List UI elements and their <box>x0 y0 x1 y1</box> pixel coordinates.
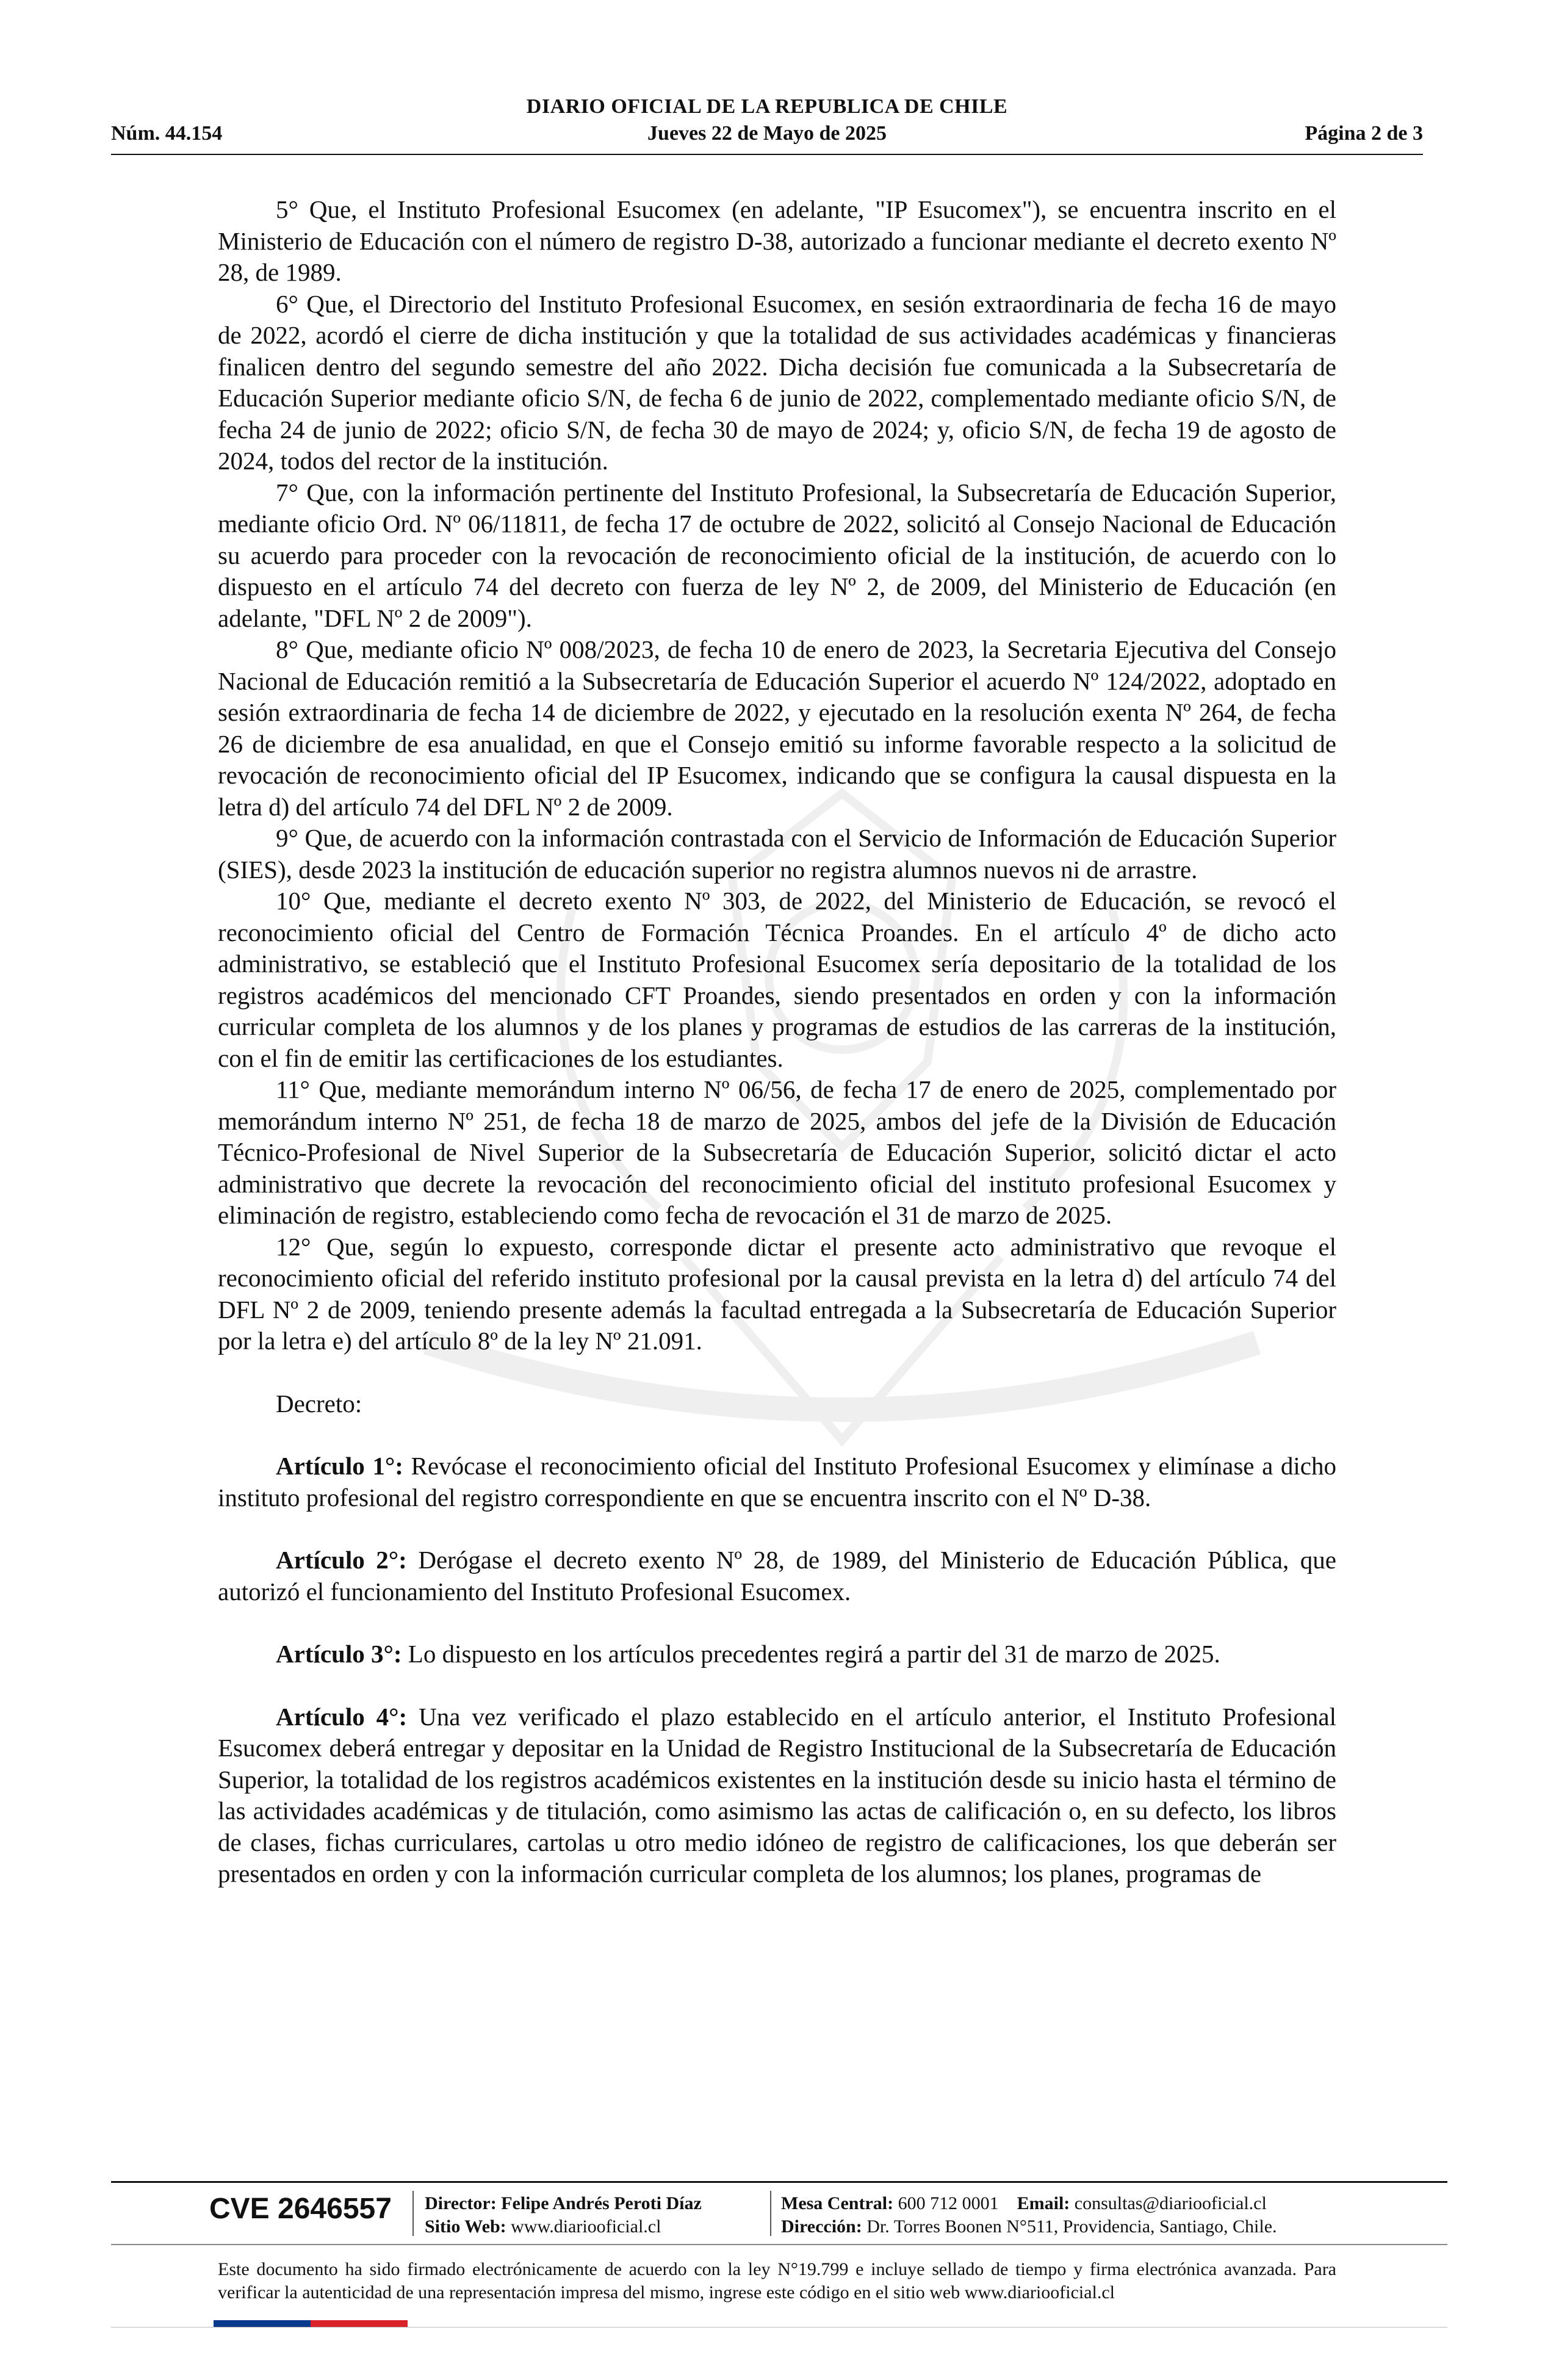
email-link[interactable]: consultas@diariooficial.cl <box>1074 2193 1267 2213</box>
document-body <box>218 194 1336 1890</box>
director-label: Director: <box>425 2193 497 2213</box>
considerando-7: 7° Que, con la información pertinente del Instituto Profesional, la Subsecretaría de Educación Superior, mediante oficio Ord. Nº 06/11811, de fecha 17 de octubre de 2022, solicitó al Consejo Nacional de Educación su acuerdo para proceder con la revocación de reconocimiento oficial de la institución, de acuerdo con lo dispuesto en el artículo 74 del decreto con fuerza de ley Nº 2, de 2009, del Ministerio de Educación (en adelante, "DFL Nº 2 de 2009"). <box>218 478 1336 632</box>
considerando-11: 11° Que, mediante memorándum interno Nº 06/56, de fecha 17 de enero de 2025, complementado por memorándum interno Nº 251, de fecha 18 de marzo de 2025, ambos del jefe de la División de Educación Técnico-Profesional de Nivel Superior de la Subsecretaría de Educación Superior, solicitó dictar el acto administrativo que decrete la revocación del reconocimiento oficial del instituto profesional Esucomex y eliminación de registro, estableciendo como fecha de revocación el 31 de marzo de 2025. <box>218 1075 1336 1229</box>
decreto-label: Decreto: <box>276 1389 362 1418</box>
article-4 <box>218 1701 1336 1890</box>
cve-code: CVE 2646557 <box>209 2193 392 2225</box>
considerando-10: 10° Que, mediante el decreto exento Nº 303, de 2022, del Ministerio de Educación, se revocó el reconocimiento oficial del Centro de Formación Técnica Proandes. En el artículo 4º de dicho acto administrativo, se estableció que el Instituto Profesional Esucomex sería depositario de la totalidad de los registros académicos del mencionado CFT Proandes, siendo presentados en orden y con la información curricular completa de los alumnos y de los planes y programas de estudios de las carreras de la institución, con el fin de emitir las certificaciones de los estudiantes. <box>218 887 1336 1072</box>
header-divider <box>111 154 1423 155</box>
article-3-text: Lo dispuesto en los artículos precedentes regirá a partir del 31 de marzo de 2025. <box>408 1640 1220 1668</box>
director-name: Felipe Andrés Peroti Díaz <box>501 2193 702 2213</box>
footer-divider-top <box>111 2181 1447 2183</box>
footer-divider-mid <box>111 2244 1447 2245</box>
article-2-label: Artículo 2°: <box>276 1546 407 1574</box>
footer-separator <box>412 2191 414 2236</box>
footer-divider-bottom <box>111 2327 1447 2328</box>
issue-number: Núm. 44.154 <box>111 122 223 145</box>
email-label: Email: <box>1017 2193 1070 2213</box>
article-1-text: Revócase el reconocimiento oficial del Instituto Profesional Esucomex y elimínase a dicho instituto profesional del registro correspondiente en que se encuentra inscrito con el Nº D-38. <box>218 1452 1336 1512</box>
article-2 <box>218 1545 1336 1607</box>
page-header <box>111 95 1423 159</box>
address-value: Dr. Torres Boonen N°511, Providencia, Santiago, Chile. <box>866 2216 1277 2237</box>
article-1-label: Artículo 1°: <box>276 1452 403 1480</box>
article-4-label: Artículo 4°: <box>276 1702 408 1731</box>
considerando-8: 8° Que, mediante oficio Nº 008/2023, de fecha 10 de enero de 2023, la Secretaria Ejecutiva del Consejo Nacional de Educación remitió a la Subsecretaría de Educación Superior el acuerdo Nº 124/2022, adoptado en sesión extraordinaria de fecha 14 de diciembre de 2022, y ejecutado en la resolución exenta Nº 264, de fecha 26 de diciembre de esa anualidad, en que el Consejo emitió su informe favorable respecto a la solicitud de revocación de reconocimiento oficial del IP Esucomex, indicando que se configura la causal dispuesta en la letra d) del artículo 74 del DFL Nº 2 de 2009. <box>218 635 1336 821</box>
considerando-6: 6° Que, el Directorio del Instituto Profesional Esucomex, en sesión extraordinaria de fecha 16 de mayo de 2022, acordó el cierre de dicha institución y que la totalidad de sus actividades académicas y financieras finalicen dentro del segundo semestre del año 2022. Dicha decisión fue comunicada a la Subsecretaría de Educación Superior mediante oficio S/N, de fecha 6 de junio de 2022, complementado mediante oficio S/N, de fecha 24 de junio de 2022; oficio S/N, de fecha 30 de mayo de 2024; y, oficio S/N, de fecha 19 de agosto de 2024, todos del rector de la institución. <box>218 289 1336 475</box>
gazette-title: DIARIO OFICIAL DE LA REPUBLICA DE CHILE <box>526 95 1008 118</box>
article-3 <box>218 1639 1336 1670</box>
phone-value: 600 712 0001 <box>898 2193 999 2213</box>
site-link[interactable]: www.diariooficial.cl <box>511 2216 661 2237</box>
considerando-12: 12° Que, según lo expuesto, corresponde dictar el presente acto administrativo que revoque el reconocimiento oficial del referido instituto profesional por la causal prevista en la letra d) del artículo 74 del DFL Nº 2 de 2009, teniendo presente además la facultad entregada a la Subsecretaría de Educación Superior por la letra e) del artículo 8º de la ley Nº 21.091. <box>218 1232 1336 1355</box>
article-4-text: Una vez verificado el plazo establecido en el artículo anterior, el Instituto Profesional Esucomex deberá entregar y depositar en la Unidad de Registro Institucional de la Subsecretaría de Educación Superior, la totalidad de los registros académicos existentes en la institución desde su inicio hasta el término de las actividades académicas y de titulación, como asimismo las actas de calificación o, en su defecto, los libros de clases, fichas curriculares, cartolas u otro medio idóneo de registro de calificaciones, los que deberán ser presentados en orden y con la información curricular completa de los alumnos; los planes, programas de <box>218 1702 1336 1888</box>
phone-label: Mesa Central: <box>781 2193 894 2213</box>
article-3-label: Artículo 3°: <box>276 1640 402 1668</box>
address-label: Dirección: <box>781 2216 862 2237</box>
article-1 <box>218 1451 1336 1513</box>
site-label: Sitio Web: <box>425 2216 506 2237</box>
article-2-text: Derógase el decreto exento Nº 28, de 1989, del Ministerio de Educación Pública, que autorizó el funcionamiento del Instituto Profesional Esucomex. <box>218 1546 1337 1606</box>
flag-blue-segment <box>214 2320 311 2327</box>
flag-red-segment <box>311 2320 408 2327</box>
considerando-9: 9° Que, de acuerdo con la información contrastada con el Servicio de Información de Educación Superior (SIES), desde 2023 la institución de educación superior no registra alumnos nuevos ni de arrastre. <box>218 824 1336 884</box>
flag-stripe <box>214 2320 408 2327</box>
footer-separator <box>770 2191 771 2236</box>
footer-contact-block <box>781 2192 1277 2238</box>
considerando-5: 5° Que, el Instituto Profesional Esucomex (en adelante, "IP Esucomex"), se encuentra inscrito en el Ministerio de Educación con el número de registro D-38, autorizado a funcionar mediante el decreto exento Nº 28, de 1989. <box>218 195 1336 286</box>
legal-notice: Este documento ha sido firmado electrónicamente de acuerdo con la ley N°19.799 e incluye sellado de tiempo y firma electrónica avanzada. Para verificar la autenticidad de una representación impresa del mismo, ingrese este código en el sitio web www.diariooficial.cl <box>218 2259 1336 2302</box>
page-indicator: Página 2 de 3 <box>1305 122 1423 145</box>
issue-date: Jueves 22 de Mayo de 2025 <box>647 122 887 145</box>
footer-director-block <box>425 2192 702 2238</box>
